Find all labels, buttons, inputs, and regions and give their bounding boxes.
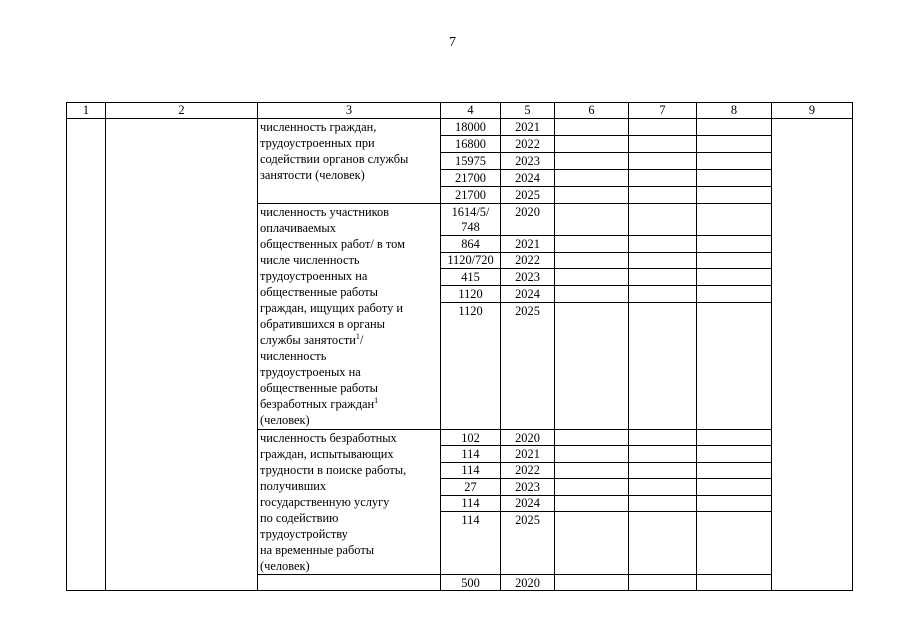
indicator-text: трудоустройству xyxy=(260,527,348,541)
year-cell: 2024 xyxy=(515,171,540,185)
year-cell: 2023 xyxy=(515,480,540,494)
indicator-text: общественные работы xyxy=(260,381,378,395)
row-rule xyxy=(440,152,772,153)
indicator-text: численность участников xyxy=(260,205,390,219)
column-divider xyxy=(257,102,258,591)
value-cell: 27 xyxy=(464,480,477,494)
column-divider xyxy=(628,102,629,591)
value-cell: 864 xyxy=(461,237,480,251)
column-header: 7 xyxy=(659,103,666,117)
value-cell: 21700 xyxy=(455,171,486,185)
year-cell: 2025 xyxy=(515,304,540,318)
year-cell: 2025 xyxy=(515,513,540,527)
indicator-text: трудоустроенных при xyxy=(260,136,375,150)
row-rule xyxy=(440,478,772,479)
year-cell: 2021 xyxy=(515,237,540,251)
indicator-text: безработных граждан xyxy=(260,397,375,411)
group-rule xyxy=(257,429,772,430)
value-cell: 1120 xyxy=(458,287,483,301)
year-cell: 2020 xyxy=(515,576,540,590)
header-rule xyxy=(66,118,853,119)
year-cell: 2024 xyxy=(515,496,540,510)
column-header: 6 xyxy=(588,103,595,117)
column-divider xyxy=(696,102,697,591)
indicator-text: граждан, испытывающих xyxy=(260,447,394,461)
footnote-mark: 1 xyxy=(355,332,360,341)
indicator-text: по содействию xyxy=(260,511,339,525)
indicator-text: граждан, ищущих работу и xyxy=(260,301,404,315)
value-cell: 102 xyxy=(461,431,480,445)
value-cell: 415 xyxy=(461,270,480,284)
year-cell: 2023 xyxy=(515,154,540,168)
column-divider xyxy=(771,102,772,591)
year-cell: 2020 xyxy=(515,431,540,445)
footnote-mark: 1 xyxy=(374,396,379,405)
year-cell: 2024 xyxy=(515,287,540,301)
indicator-text: государственную услугу xyxy=(260,495,390,509)
column-header: 5 xyxy=(524,103,531,117)
column-header: 3 xyxy=(345,103,353,117)
value-cell: 114 xyxy=(461,463,480,477)
value-cell: 114 xyxy=(461,513,480,527)
row-rule xyxy=(440,511,772,512)
table-border-left xyxy=(66,102,67,591)
row-rule xyxy=(440,285,772,286)
year-cell: 2023 xyxy=(515,270,540,284)
indicator-text: службы занятости xyxy=(260,333,356,347)
value-cell: 1120/720 xyxy=(447,253,494,267)
indicator-text: численность граждан, xyxy=(260,120,377,134)
group-rule xyxy=(257,574,772,575)
row-rule xyxy=(440,302,772,303)
column-header: 2 xyxy=(178,103,185,117)
indicator-text: на временные работы xyxy=(260,543,375,557)
year-cell: 2022 xyxy=(515,463,540,477)
column-header: 4 xyxy=(467,103,474,117)
indicator-text: численность xyxy=(260,349,327,363)
indicator-text: оплачиваемых xyxy=(260,221,336,235)
indicator-text: общественные работы xyxy=(260,285,378,299)
indicator-text: занятости (человек) xyxy=(260,168,365,182)
indicator-text: содействии органов службы xyxy=(260,152,409,166)
value-cell: 114 xyxy=(461,496,480,510)
indicator-text: обратившихся в органы xyxy=(260,317,385,331)
row-rule xyxy=(440,186,772,187)
indicator-text: трудоустроенных на xyxy=(260,269,368,283)
value-cell: 1614/5/ xyxy=(451,205,490,219)
value-cell: 15975 xyxy=(455,154,486,168)
year-cell: 2021 xyxy=(515,447,540,461)
indicator-text: трудоустроеных на xyxy=(260,365,361,379)
indicator-text: общественных работ/ в том xyxy=(260,237,405,251)
indicator-text: численность безработных xyxy=(260,431,397,445)
indicator-text: (человек) xyxy=(260,413,310,427)
indicator-text: числе численность xyxy=(260,253,360,267)
year-cell: 2022 xyxy=(515,253,540,267)
value-cell: 748 xyxy=(461,220,480,234)
table-border-right xyxy=(852,102,853,591)
group-rule xyxy=(257,203,772,204)
row-rule xyxy=(440,135,772,136)
column-header: 8 xyxy=(730,103,738,117)
value-cell: 500 xyxy=(461,576,480,590)
value-cell: 18000 xyxy=(455,120,486,134)
row-rule xyxy=(440,169,772,170)
value-cell: 21700 xyxy=(455,188,486,202)
year-cell: 2020 xyxy=(515,205,540,219)
row-rule xyxy=(440,235,772,236)
indicator-text: (человек) xyxy=(260,559,310,573)
value-cell: 114 xyxy=(461,447,480,461)
year-cell: 2025 xyxy=(515,188,540,202)
indicator-text-with-footnote xyxy=(260,397,378,412)
column-header: 9 xyxy=(808,103,816,117)
value-cell: 1120 xyxy=(458,304,483,318)
year-cell: 2021 xyxy=(515,120,540,134)
page-number: 7 xyxy=(449,35,456,50)
footnote-suffix: / xyxy=(359,333,364,347)
row-rule xyxy=(440,268,772,269)
indicator-text: трудности в поиске работы, xyxy=(260,463,407,477)
column-header: 1 xyxy=(82,103,90,117)
value-cell: 16800 xyxy=(455,137,486,151)
indicator-text: получивших xyxy=(260,479,327,493)
year-cell: 2022 xyxy=(515,137,540,151)
column-divider xyxy=(105,102,106,591)
indicator-text-with-footnote xyxy=(260,333,363,348)
